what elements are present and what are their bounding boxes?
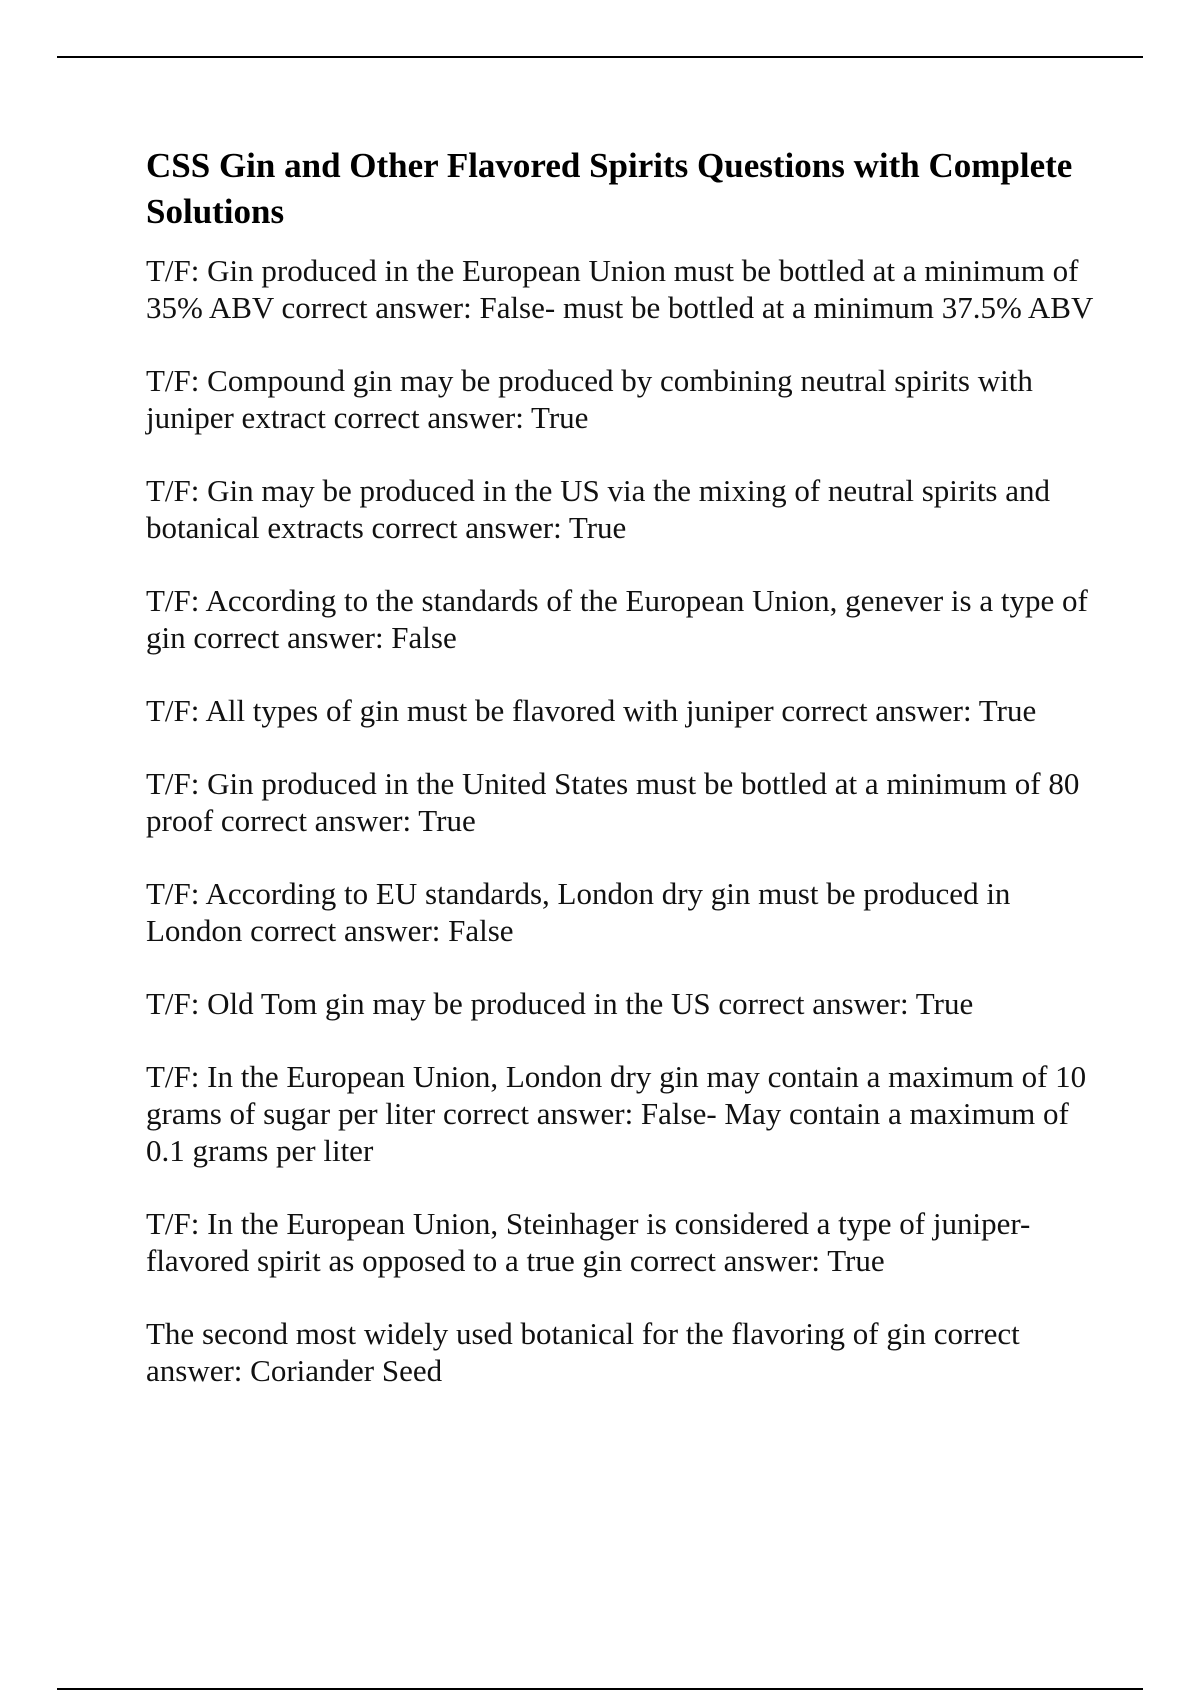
question-item: T/F: Gin produced in the European Union must be bottled at a minimum of 35% ABV correct answer: False- must be bottled at a minimum 37.5% ABV xyxy=(146,253,1094,325)
document-title: CSS Gin and Other Flavored Spirits Questions with Complete Solutions xyxy=(146,146,1073,231)
question-item: T/F: All types of gin must be flavored with juniper correct answer: True xyxy=(146,693,1037,728)
question-item: T/F: Compound gin may be produced by combining neutral spirits with juniper extract correct answer: True xyxy=(146,363,1033,435)
footer-rule xyxy=(57,1688,1143,1690)
question-item: T/F: In the European Union, London dry gin may contain a maximum of 10 grams of sugar per liter correct answer: False- May contain a maximum of 0.1 grams per liter xyxy=(146,1059,1087,1168)
question-item: T/F: Gin produced in the United States must be bottled at a minimum of 80 proof correct answer: True xyxy=(146,766,1080,838)
header-rule xyxy=(57,56,1143,58)
question-item: The second most widely used botanical for the flavoring of gin correct answer: Coriander Seed xyxy=(146,1316,1020,1388)
question-item: T/F: In the European Union, Steinhager is considered a type of juniper-flavored spirit as opposed to a true gin correct answer: True xyxy=(146,1206,1031,1278)
question-item: T/F: According to EU standards, London dry gin must be produced in London correct answer: False xyxy=(146,876,1011,948)
question-item: T/F: Old Tom gin may be produced in the US correct answer: True xyxy=(146,986,974,1021)
question-item: T/F: Gin may be produced in the US via the mixing of neutral spirits and botanical extracts correct answer: True xyxy=(146,473,1051,545)
question-list xyxy=(146,252,1106,1389)
document-body xyxy=(146,143,1106,1425)
question-item: T/F: According to the standards of the European Union, genever is a type of gin correct answer: False xyxy=(146,583,1088,655)
